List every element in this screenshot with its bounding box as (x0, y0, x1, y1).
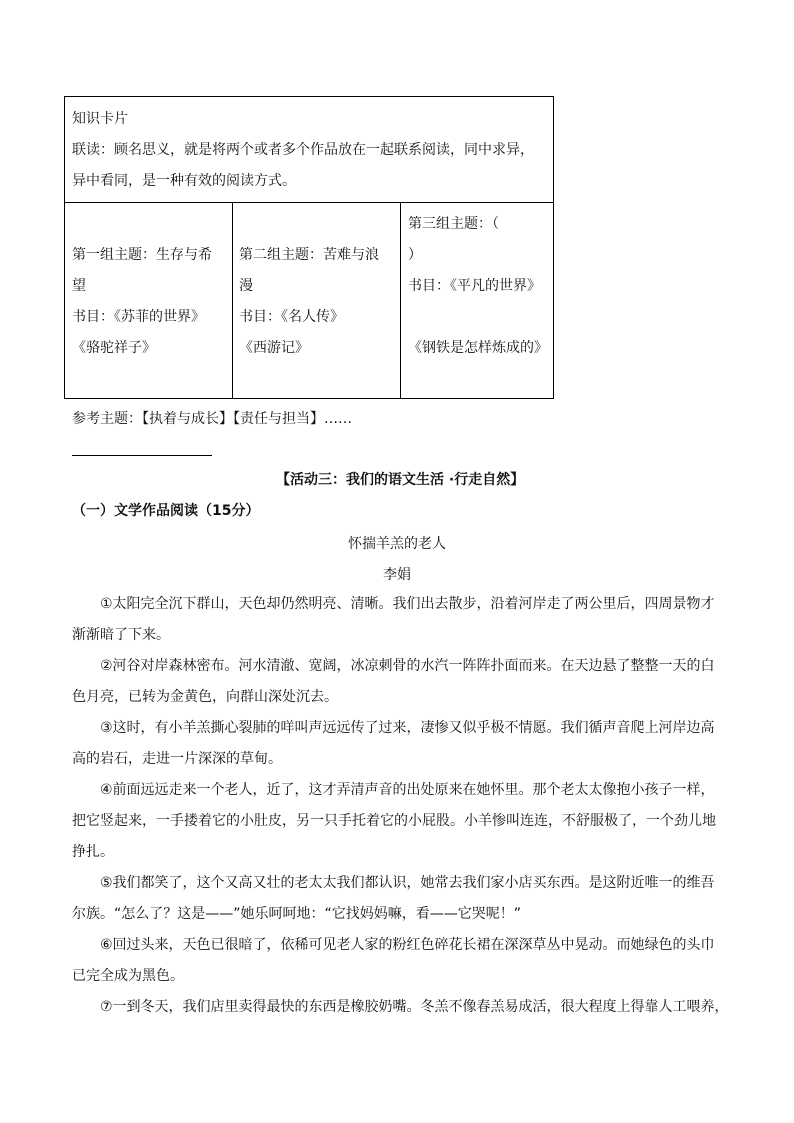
paragraph-1: ①太阳完全沉下群山，天色却仍然明亮、清晰。我们出去散步，沿着河岸走了两公里后，四周景物才 渐渐暗了下来。 (72, 596, 715, 643)
section-title: （一）文学作品阅读（15分） (72, 503, 260, 519)
paragraph-4: ④前面远远走来一个老人，近了，这才弄清声音的出处原来在她怀里。那个老太太像抱小孩子一样， 把它竖起来，一手搂着它的小肚皮，另一只手托着它的小屁股。小羊惨叫连连，不舒服极了，一个劲儿地 挣扎。 (72, 782, 716, 860)
paragraph-3: ③这时，有小羊羔撕心裂肺的咩叫声远远传了过来，凄惨又似乎极不情愿。我们循声音爬上河岸边高 高的岩石，走进一片深深的草甸。 (72, 720, 715, 767)
card-intro-line-1: 联读：顾名思义，就是将两个或者多个作品放在一起联系阅读，同中求异， (72, 142, 534, 158)
group-3-theme-line-2: ） (408, 247, 422, 263)
card-divider (65, 202, 553, 203)
paragraph-6: ⑥回过头来，天色已很暗了，依稀可见老人家的粉红色碎花长裙在深深草丛中晃动。而她绿色的头巾 已完全成为黑色。 (72, 937, 715, 984)
group-1-books: 书目：《苏菲的世界》 (72, 309, 205, 325)
reference-themes: 参考主题：【执着与成长】【责任与担当】…… (72, 411, 352, 427)
activity-title: 【活动三：我们的语文生活 ·行走自然】 (276, 472, 525, 488)
paragraph-5: ⑤我们都笑了，这个又高又壮的老太太我们都认识，她常去我们家小店买东西。是这附近唯一的维吾 尔族。“怎么了？这是——”她乐呵呵地：“它找妈妈嘛，看——它哭呢！” (72, 875, 715, 922)
paragraph-7: ⑦一到冬天，我们店里卖得最快的东西是橡胶奶嘴。冬羔不像春羔易成活，很大程度上得靠人工喂养， (100, 999, 729, 1015)
group-3-theme-line-1: 第三组主题：（ (408, 216, 499, 232)
knowledge-card (64, 96, 554, 399)
column-divider-2 (400, 202, 401, 398)
group-3-books: 书目：《平凡的世界》 (408, 278, 541, 294)
card-title: 知识卡片 (72, 111, 128, 127)
group-3-book-2: 《钢铁是怎样炼成的》 (408, 340, 548, 356)
answer-blank-line (72, 455, 212, 456)
essay-title: 怀揣羊羔的老人 (348, 536, 446, 552)
card-intro-line-2: 异中看同，是一种有效的阅读方式。 (72, 173, 296, 189)
group-2-book-2: 《西游记》 (239, 340, 309, 356)
group-1-theme-line-1: 第一组主题：生存与希 (72, 247, 212, 263)
group-2-books: 书目：《名人传》 (239, 309, 344, 325)
group-2-theme-line-2: 漫 (239, 278, 253, 294)
paragraph-2: ②河谷对岸森林密布。河水清澈、宽阔，冰凉刺骨的水汽一阵阵扑面而来。在天边悬了整整一天的白 色月亮，已转为金黄色，向群山深处沉去。 (72, 658, 715, 705)
group-2-theme-line-1: 第二组主题：苦难与浪 (239, 247, 379, 263)
column-divider-1 (232, 202, 233, 398)
essay-author: 李娟 (383, 567, 411, 583)
group-1-theme-line-2: 望 (72, 278, 86, 294)
group-1-book-2: 《骆驼祥子》 (72, 340, 156, 356)
